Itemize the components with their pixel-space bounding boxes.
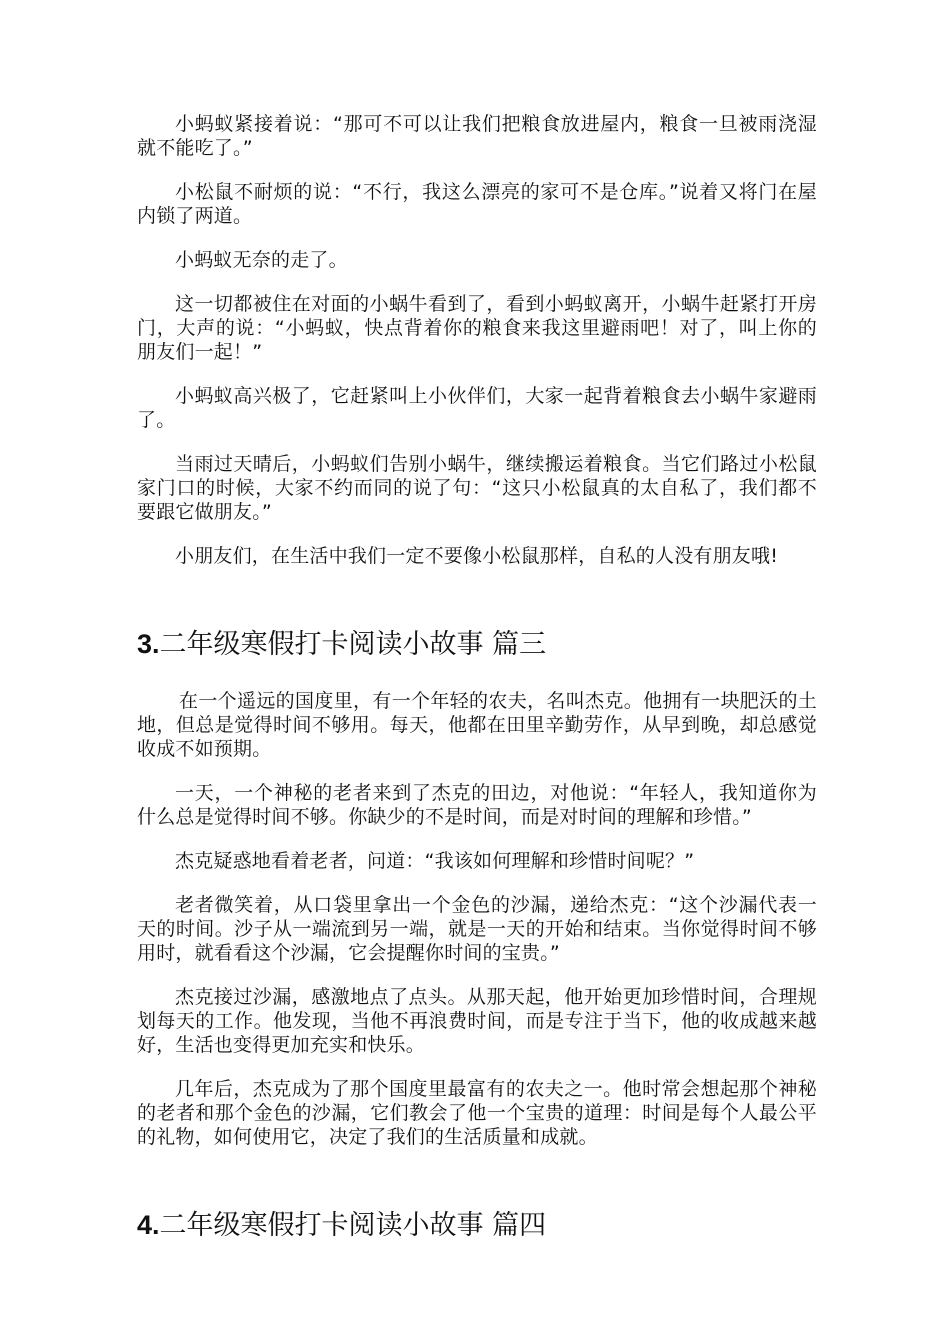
story-paragraph: 杰克接过沙漏，感激地点了点头。从那天起，他开始更加珍惜时间，合理规划每天的工作。他发现，当他不再浪费时间，而是专注于当下，他的收成越来越好，生活也变得更加充实和快乐。 [137, 986, 817, 1056]
section-number: 3. [137, 629, 160, 659]
story-paragraph: 老者微笑着，从口袋里拿出一个金色的沙漏，递给杰克：“这个沙漏代表一天的时间。沙子从一端流到另一端，就是一天的开始和结束。当你觉得时间不够用时，就看看这个沙漏，它会提醒你时间的宝贵。” [137, 894, 817, 964]
story-paragraph: 杰克疑惑地看着老者，问道：“我该如何理解和珍惜时间呢？” [175, 850, 695, 872]
story-paragraph: 当雨过天晴后，小蚂蚁们告别小蜗牛，继续搬运着粮食。当它们路过小松鼠家门口的时候，大家不约而同的说了句：“这只小松鼠真的太自私了，我们都不要跟它做朋友。” [137, 453, 817, 523]
story-paragraph: 小蚂蚁无奈的走了。 [175, 249, 348, 271]
section-title: 二年级寒假打卡阅读小故事 篇三 [159, 629, 547, 660]
story-paragraph: 这一切都被住在对面的小蜗牛看到了，看到小蚂蚁离开，小蜗牛赶紧打开房门，大声的说：“小蚂蚁，快点背着你的粮食来我这里避雨吧！对了，叫上你的朋友们一起！” [137, 293, 817, 363]
section-heading-4 [137, 1207, 817, 1244]
section-number: 4. [137, 1210, 160, 1240]
story-paragraph: 小蚂蚁高兴极了，它赶紧叫上小伙伴们，大家一起背着粮食去小蜗牛家避雨了。 [137, 385, 817, 431]
story-paragraph: 小松鼠不耐烦的说：“不行，我这么漂亮的家可不是仓库。”说着又将门在屋内锁了两道。 [137, 181, 817, 227]
story-paragraph: 小朋友们，在生活中我们一定不要像小松鼠那样，自私的人没有朋友哦! [175, 545, 779, 567]
story-paragraph: 一天，一个神秘的老者来到了杰克的田边，对他说：“年轻人，我知道你为什么总是觉得时间不够。你缺少的不是时间，而是对时间的理解和珍惜。” [137, 782, 817, 828]
story-paragraph: 几年后，杰克成为了那个国度里最富有的农夫之一。他时常会想起那个神秘的老者和那个金色的沙漏，它们教会了他一个宝贵的道理：时间是每个人最公平的礼物，如何使用它，决定了我们的生活质量和成就。 [137, 1078, 817, 1148]
section-heading-3 [137, 626, 817, 663]
section-title: 二年级寒假打卡阅读小故事 篇四 [159, 1210, 547, 1241]
document-body [137, 112, 817, 1244]
story-paragraph: 小蚂蚁紧接着说：“那可不可以让我们把粮食放进屋内，粮食一旦被雨浇湿就不能吃了。” [137, 113, 817, 159]
story-paragraph: 在一个遥远的国度里，有一个年轻的农夫，名叫杰克。他拥有一块肥沃的土地，但总是觉得时间不够用。每天，他都在田里辛勤劳作，从早到晚，却总感觉收成不如预期。 [137, 690, 817, 760]
